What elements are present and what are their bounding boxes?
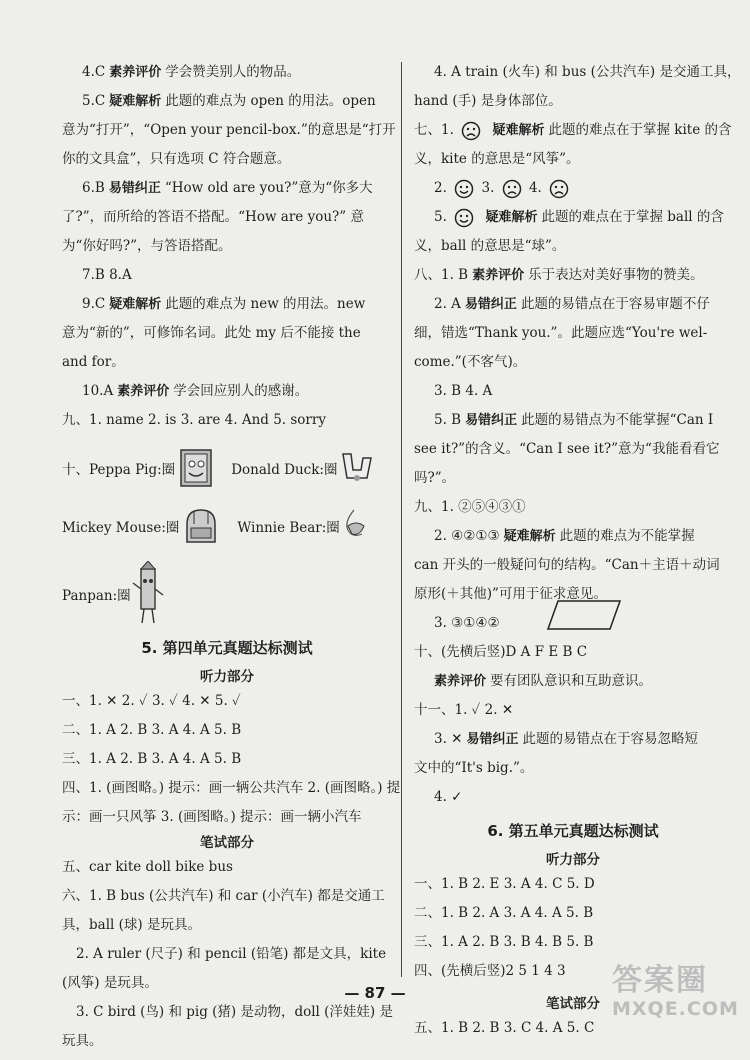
answer-line: 三、1. A 2. B 3. B 4. B 5. B [414, 934, 594, 950]
sad-face-icon [549, 179, 569, 199]
answer-line: 5. B 易错纠正 此题的易错点为不能掌握“Can I [434, 412, 714, 428]
answer-line: 十一、1. ✓ 2. ✕ [414, 702, 514, 718]
section-title: 5. 第四单元真题达标测试 [141, 639, 313, 657]
tag-label: 易错纠正 [108, 181, 161, 196]
subsection-title: 听力部分 [200, 669, 254, 685]
panpan-answer: Panpan:圈 [62, 561, 165, 627]
subsection-title: 笔试部分 [546, 996, 600, 1012]
answer-line: 2. 3. 4. [414, 178, 732, 207]
answer-line: 四、1. (画图略。) 提示：画一辆公共汽车 2. (画图略。) 提 [62, 780, 401, 796]
answer-line: 细，错选“Thank you.”。此题应选“You're wel- [414, 325, 708, 341]
schoolbag-icon [179, 504, 223, 548]
answer-line: 二、1. A 2. B 3. A 4. A 5. B [62, 722, 242, 738]
winnie-answer: Winnie Bear:圈 [237, 506, 369, 546]
answer-line: 玩具。 [62, 1033, 103, 1049]
tag-label: 素养评价 [472, 268, 525, 283]
answer-line: hand (手) 是身体部位。 [414, 93, 562, 109]
peppa-answer: 十、Peppa Pig:圈 [62, 446, 217, 490]
right-column [414, 62, 741, 1047]
tag-label: 疑难解析 [492, 123, 545, 138]
tag-label: 易错纠正 [464, 297, 517, 312]
left-column [62, 62, 401, 1060]
answer-line: 三、1. A 2. B 3. A 4. A 5. B [62, 751, 242, 767]
page-number: — 87 — [344, 984, 406, 1002]
answer-line: 5. 疑难解析 此题的难点在于掌握 ball 的含 [414, 207, 732, 236]
answer-line: 你的文具盒”，只有选项 C 符合题意。 [62, 151, 291, 167]
answer-line: 2. A 易错纠正 此题的易错点在于容易审题不仔 [434, 296, 710, 312]
answer-line: 5.C 疑难解析 此题的难点为 open 的用法。open [82, 93, 376, 109]
answer-line: 五、car kite doll bike bus [62, 859, 233, 875]
mickey-answer: Mickey Mouse:圈 [62, 504, 223, 548]
answer-line: 素养评价 要有团队意识和互助意识。 [434, 673, 653, 689]
picture-answers-row-3 [62, 555, 392, 633]
answer-line: 为“你好吗?”，与答语搭配。 [62, 238, 232, 254]
answer-line: 六、1. B bus (公共汽车) 和 car (小汽车) 都是交通工 [62, 888, 385, 904]
tag-label: 易错纠正 [465, 413, 518, 428]
answer-line: 2. ④②①③ 疑难解析 此题的难点为不能掌握 [434, 528, 695, 544]
tag-label: 疑难解析 [485, 210, 538, 225]
tag-label: 素养评价 [109, 65, 162, 80]
pencil-character-icon [131, 561, 165, 627]
answer-line: 3. ✕ 易错纠正 此题的易错点在于容易忽略短 [434, 731, 698, 747]
watermark-logo: 答案圈 MXQE.COM [612, 963, 739, 1020]
answer-line: 了?”，而所给的答语不搭配。“How are you?” 意 [62, 209, 364, 225]
donald-answer: Donald Duck:圈 [231, 448, 377, 488]
answer-line: 10.A 素养评价 学会回应别人的感谢。 [82, 383, 309, 399]
answer-line: 一、1. ✕ 2. ✓ 3. ✓ 4. ✕ 5. ✓ [62, 693, 241, 709]
answer-line: 意为“新的”，可修饰名词。此处 my 后不能接 the [62, 325, 361, 341]
answer-line: see it?”的含义。“Can I see it?”意为“我能看看它 [414, 441, 720, 457]
column-divider [401, 62, 402, 977]
parallelogram-icon [544, 599, 624, 631]
smile-face-icon [454, 179, 474, 199]
answer-line: can 开头的一般疑问句的结构。“Can＋主语＋动词 [414, 557, 720, 573]
tag-label: 疑难解析 [109, 297, 162, 312]
subsection-title: 笔试部分 [200, 835, 254, 851]
answer-line: 4. ✓ [434, 789, 463, 805]
sad-face-icon [502, 179, 522, 199]
sad-face-icon [461, 121, 481, 141]
answer-line: 2. A ruler (尺子) 和 pencil (铅笔) 都是文具，kite [76, 946, 387, 962]
answer-line: 吗?”。 [414, 470, 456, 486]
book-icon [175, 446, 217, 490]
smile-face-icon [454, 208, 474, 228]
answer-line: 文中的“It's big.”。 [414, 760, 534, 776]
answer-line: 九、1. name 2. is 3. are 4. And 5. sorry [62, 412, 326, 428]
subsection-title: 听力部分 [546, 852, 600, 868]
answer-line: 3. ③①④② [414, 613, 732, 642]
answer-line: 五、1. B 2. B 3. C 4. A 5. C [414, 1020, 595, 1036]
answer-line: 9.C 疑难解析 此题的难点为 new 的用法。new [82, 296, 366, 312]
answer-line: 示：画一只风筝 3. (画图略。) 提示：画一辆小汽车 [62, 809, 362, 825]
ruler-icon [337, 448, 377, 488]
answer-line: 一、1. B 2. E 3. A 4. C 5. D [414, 876, 595, 892]
tag-label: 素养评价 [434, 674, 487, 689]
answer-line: 原形(＋其他)”可用于征求意见。 [414, 586, 607, 602]
tag-label: 素养评价 [117, 384, 170, 399]
picture-answers-row-1 [62, 439, 392, 497]
answer-line: 具，ball (球) 是玩具。 [62, 917, 201, 933]
answer-line: 意为“打开”，“Open your pencil-box.”的意思是“打开 [62, 122, 396, 138]
answer-line: (风筝) 是玩具。 [62, 975, 158, 991]
answer-line: 义，kite 的意思是“风筝”。 [414, 151, 580, 167]
answer-line: 3. C bird (鸟) 和 pig (猪) 是动物，doll (洋娃娃) 是 [76, 1004, 393, 1020]
tag-label: 疑难解析 [503, 529, 556, 544]
eraser-icon [340, 506, 370, 546]
answer-line: 4.C 素养评价 学会赞美别人的物品。 [82, 64, 301, 80]
answer-line: come.”(不客气)。 [414, 354, 527, 370]
answer-line: 3. B 4. A [434, 383, 493, 399]
answer-line: 十、(先横后竖)D A F E B C [414, 644, 588, 660]
answer-line: 7.B 8.A [82, 267, 132, 283]
answer-line: 6.B 易错纠正 “How old are you?”意为“你多大 [82, 180, 373, 196]
answer-line: 四、(先横后竖)2 5 1 4 3 [414, 963, 566, 979]
tag-label: 易错纠正 [466, 732, 519, 747]
answer-line: 二、1. B 2. A 3. A 4. A 5. B [414, 905, 594, 921]
answer-line: 义，ball 的意思是“球”。 [414, 238, 566, 254]
section-title: 6. 第五单元真题达标测试 [487, 822, 659, 840]
answer-line: 七、1. 疑难解析 此题的难点在于掌握 kite 的含 [414, 120, 732, 149]
answer-line: 九、1. ②⑤④③① [414, 499, 526, 515]
tag-label: 疑难解析 [109, 94, 162, 109]
answer-line: 4. A train (火车) 和 bus (公共汽车) 是交通工具， [434, 64, 741, 80]
picture-answers-row-2 [62, 497, 392, 555]
answer-line: 八、1. B 素养评价 乐于表达对美好事物的赞美。 [414, 267, 704, 283]
answer-line: and for。 [62, 354, 125, 370]
